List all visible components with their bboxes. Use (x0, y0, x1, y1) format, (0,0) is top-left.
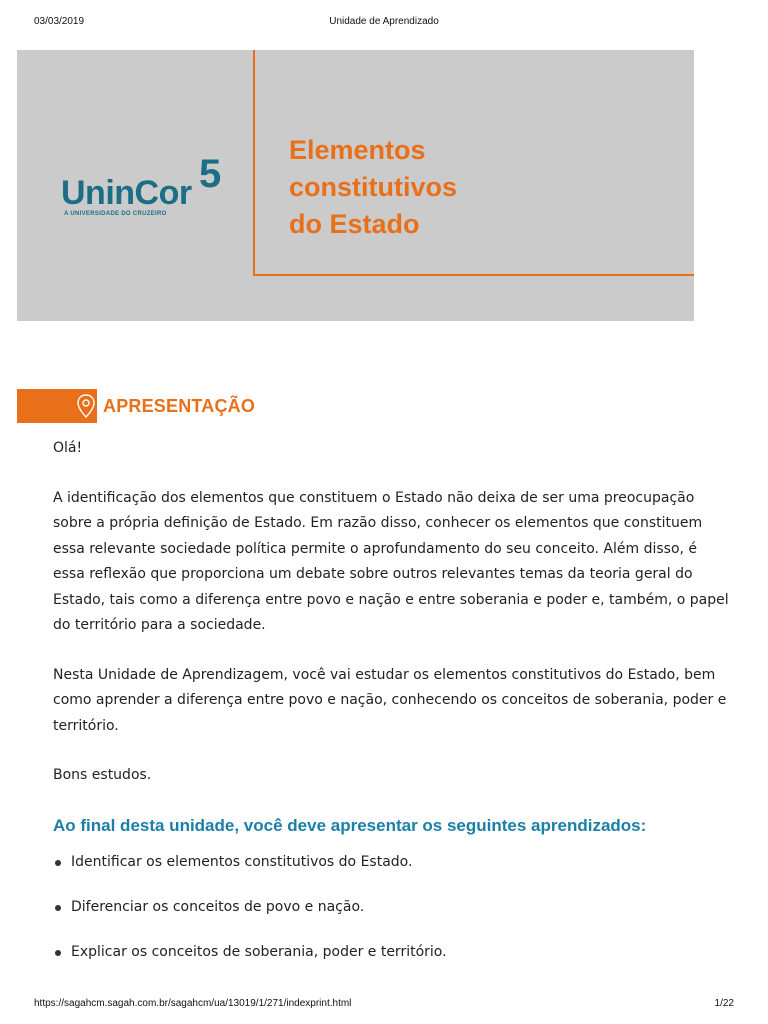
unit-title-line: Elementos (289, 135, 426, 165)
print-title: Unidade de Aprendizado (329, 16, 439, 27)
section-heading-apresentacao (17, 389, 377, 423)
objective-item (53, 850, 733, 876)
print-footer (34, 998, 734, 1012)
greeting-text: Olá! (53, 440, 83, 456)
print-url[interactable]: https://sagahcm.sagah.com.br/sagahcm/ua/13019/1/271/indexprint.html (34, 998, 352, 1009)
presentation-content (53, 436, 733, 985)
print-header (34, 16, 734, 30)
objective-item (53, 940, 733, 966)
location-pin-icon (75, 393, 97, 419)
unit-title-line: constitutivos (289, 172, 458, 202)
objectives-list (53, 850, 733, 966)
logo-wordmark: UninCor (61, 174, 192, 212)
print-date: 03/03/2019 (34, 16, 85, 27)
unincor-logo (61, 152, 241, 228)
bullet-icon (55, 905, 61, 911)
closing-text: Bons estudos. (53, 767, 152, 783)
bullet-icon (55, 950, 61, 956)
objective-text: Diferenciar os conceitos de povo e nação. (71, 899, 365, 915)
page-number: 1/22 (714, 998, 734, 1009)
section-label: APRESENTAÇÃO (103, 396, 256, 416)
bullet-icon (55, 860, 61, 866)
unit-title-line: do Estado (289, 209, 420, 239)
objectives-heading: Ao final desta unidade, você deve apresentar os seguintes aprendizados: (53, 815, 647, 835)
logo-number: 5 (199, 152, 222, 196)
objective-text: Explicar os conceitos de soberania, poder e território. (71, 944, 447, 960)
objective-text: Identificar os elementos constitutivos do Estado. (71, 854, 413, 870)
unit-description-paragraph: Nesta Unidade de Aprendizagem, você vai estudar os elementos constitutivos do Estado, bem como aprender a diferença entre povo e nação, conhecendo os conceitos de soberania, poder e território. (53, 666, 727, 734)
intro-paragraph: A identificação dos elementos que constituem o Estado não deixa de ser uma preocupação sobre a própria definição de Estado. Em razão disso, conhecer os elementos que constituem essa relevante sociedade política permite o aprofundamento do seu conceito. Além disso, é essa reflexão que proporciona um debate sobre outros relevantes temas da teoria geral do Estado, tais como a diferença entre povo e nação e entre soberania e poder e, também, o papel do território para a sociedade. (53, 489, 729, 633)
logo-tagline: A UNIVERSIDADE DO CRUZEIRO (64, 211, 167, 217)
unit-banner (17, 50, 694, 321)
objective-item (53, 895, 733, 921)
unit-title (289, 132, 589, 243)
